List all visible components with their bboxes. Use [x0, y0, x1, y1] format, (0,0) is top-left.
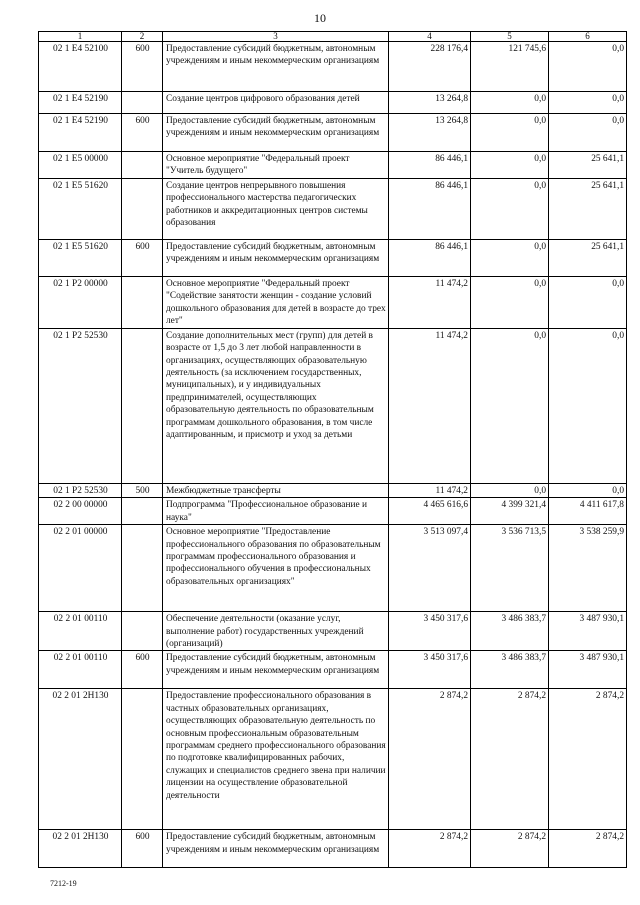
row-code: 02 1 E4 52190: [39, 114, 122, 152]
column-header-2: 2: [122, 32, 163, 42]
row-code: 02 2 01 00110: [39, 612, 122, 651]
row-name: Предоставление субсидий бюджетным, автономным учреждениям и иным некоммерческим организациям: [163, 651, 389, 689]
row-name: Предоставление субсидий бюджетным, автономным учреждениям и иным некоммерческим организациям: [163, 830, 389, 868]
table-row: [39, 483, 627, 497]
row-expense-type: [122, 276, 163, 328]
row-value-col6: 0,0: [549, 114, 627, 152]
row-value-col6: 3 487 930,1: [549, 651, 627, 689]
budget-table: [38, 31, 627, 868]
row-code: 02 2 01 2H130: [39, 689, 122, 830]
row-expense-type: [122, 689, 163, 830]
row-expense-type: [122, 152, 163, 179]
row-value-col5: 0,0: [471, 92, 549, 114]
row-value-col5: 0,0: [471, 239, 549, 276]
row-value-col6: 4 411 617,8: [549, 498, 627, 525]
row-code: 02 1 P2 52530: [39, 483, 122, 497]
row-name: Межбюджетные трансферты: [163, 483, 389, 497]
column-header-5: 5: [471, 32, 549, 42]
table-row: [39, 152, 627, 179]
row-value-col5: 0,0: [471, 114, 549, 152]
row-value-col6: 0,0: [549, 42, 627, 92]
row-code: 02 2 01 00110: [39, 651, 122, 689]
row-value-col4: 3 450 317,6: [389, 651, 471, 689]
row-expense-type: 600: [122, 239, 163, 276]
row-value-col6: 25 641,1: [549, 152, 627, 179]
row-expense-type: 600: [122, 830, 163, 868]
table-row: [39, 498, 627, 525]
table-row: [39, 612, 627, 651]
row-value-col4: 11 474,2: [389, 328, 471, 483]
table-row: [39, 178, 627, 239]
row-name: Предоставление профессионального образования в частных образовательных организациях, осуществляющих образовательную деятельность по основным профессиональным образовательным программам среднего профессионального образования по подготовке квалифицированных рабочих, служащих и специалистов среднего звена при наличии лицензии на осуществление образовательной деятельности: [163, 689, 389, 830]
row-value-col5: 0,0: [471, 483, 549, 497]
row-code: 02 1 E5 51620: [39, 178, 122, 239]
row-value-col6: 25 641,1: [549, 239, 627, 276]
table-row: [39, 276, 627, 328]
row-value-col6: 0,0: [549, 328, 627, 483]
column-header-1: 1: [39, 32, 122, 42]
row-expense-type: 500: [122, 483, 163, 497]
row-value-col5: 0,0: [471, 152, 549, 179]
row-value-col4: 86 446,1: [389, 178, 471, 239]
row-name: Предоставление субсидий бюджетным, автономным учреждениям и иным некоммерческим организациям: [163, 114, 389, 152]
row-value-col4: 86 446,1: [389, 152, 471, 179]
row-name: Создание центров непрерывного повышения профессионального мастерства педагогических работников и аккредитационных центров системы образования: [163, 178, 389, 239]
row-expense-type: [122, 178, 163, 239]
row-value-col5: 4 399 321,4: [471, 498, 549, 525]
row-name: Основное мероприятие "Предоставление профессионального образования по образовательным программам профессионального образования и профессионального обучения в профессиональных образовательных организациях": [163, 525, 389, 612]
row-code: 02 2 01 2H130: [39, 830, 122, 868]
row-value-col5: 3 486 383,7: [471, 651, 549, 689]
row-value-col5: 3 486 383,7: [471, 612, 549, 651]
row-value-col6: 0,0: [549, 92, 627, 114]
row-expense-type: [122, 498, 163, 525]
row-value-col5: 0,0: [471, 178, 549, 239]
table-row: [39, 114, 627, 152]
row-code: 02 1 P2 00000: [39, 276, 122, 328]
row-value-col4: 13 264,8: [389, 114, 471, 152]
column-header-6: 6: [549, 32, 627, 42]
row-name: Создание центров цифрового образования детей: [163, 92, 389, 114]
row-value-col4: 13 264,8: [389, 92, 471, 114]
row-value-col4: 3 450 317,6: [389, 612, 471, 651]
row-value-col6: 25 641,1: [549, 178, 627, 239]
row-code: 02 2 01 00000: [39, 525, 122, 612]
row-value-col4: 11 474,2: [389, 483, 471, 497]
row-code: 02 1 E5 00000: [39, 152, 122, 179]
row-expense-type: 600: [122, 42, 163, 92]
row-value-col4: 228 176,4: [389, 42, 471, 92]
table-row: [39, 830, 627, 868]
row-code: 02 1 E4 52100: [39, 42, 122, 92]
row-expense-type: [122, 525, 163, 612]
row-name: Подпрограмма "Профессиональное образование и наука": [163, 498, 389, 525]
row-value-col4: 2 874,2: [389, 689, 471, 830]
column-header-4: 4: [389, 32, 471, 42]
table-row: [39, 92, 627, 114]
row-value-col5: 121 745,6: [471, 42, 549, 92]
page-number: 10: [314, 11, 326, 25]
row-expense-type: [122, 92, 163, 114]
row-value-col6: 0,0: [549, 483, 627, 497]
row-value-col5: 0,0: [471, 276, 549, 328]
row-value-col4: 11 474,2: [389, 276, 471, 328]
row-value-col4: 86 446,1: [389, 239, 471, 276]
row-code: 02 2 00 00000: [39, 498, 122, 525]
table-row: [39, 328, 627, 483]
table-row: [39, 239, 627, 276]
row-value-col5: 2 874,2: [471, 689, 549, 830]
footer-document-code: 7212-19: [50, 879, 77, 888]
row-name: Предоставление субсидий бюджетным, автономным учреждениям и иным некоммерческим организациям: [163, 42, 389, 92]
table-row: [39, 689, 627, 830]
row-expense-type: 600: [122, 114, 163, 152]
column-header-3: 3: [163, 32, 389, 42]
row-expense-type: 600: [122, 651, 163, 689]
row-value-col4: 2 874,2: [389, 830, 471, 868]
row-code: 02 1 E4 52190: [39, 92, 122, 114]
row-code: 02 1 P2 52530: [39, 328, 122, 483]
row-value-col4: 4 465 616,6: [389, 498, 471, 525]
row-value-col5: 0,0: [471, 328, 549, 483]
row-expense-type: [122, 612, 163, 651]
row-value-col6: 2 874,2: [549, 830, 627, 868]
row-name: Обеспечение деятельности (оказание услуг, выполнение работ) государственных учреждений (организаций): [163, 612, 389, 651]
row-value-col6: 2 874,2: [549, 689, 627, 830]
table-row: [39, 651, 627, 689]
row-name: Основное мероприятие "Федеральный проект "Учитель будущего": [163, 152, 389, 179]
row-value-col6: 3 538 259,9: [549, 525, 627, 612]
row-value-col6: 3 487 930,1: [549, 612, 627, 651]
table-header-row: [39, 32, 627, 42]
row-name: Предоставление субсидий бюджетным, автономным учреждениям и иным некоммерческим организациям: [163, 239, 389, 276]
row-value-col5: 3 536 713,5: [471, 525, 549, 612]
row-value-col4: 3 513 097,4: [389, 525, 471, 612]
row-value-col5: 2 874,2: [471, 830, 549, 868]
row-code: 02 1 E5 51620: [39, 239, 122, 276]
table-row: [39, 525, 627, 612]
row-value-col6: 0,0: [549, 276, 627, 328]
row-name: Основное мероприятие "Федеральный проект "Содействие занятости женщин - создание условий дошкольного образования для детей в возрасте до трех лет": [163, 276, 389, 328]
row-name: Создание дополнительных мест (групп) для детей в возрасте от 1,5 до 3 лет любой направленности в организациях, осуществляющих образовательную деятельность (за исключением государственных, муниципальных), и у индивидуальных предпринимателей, осуществляющих образовательную деятельность по образовательным программам дошкольного образования, в том числе адаптированным, и присмотр и уход за детьми: [163, 328, 389, 483]
row-expense-type: [122, 328, 163, 483]
table-row: [39, 42, 627, 92]
